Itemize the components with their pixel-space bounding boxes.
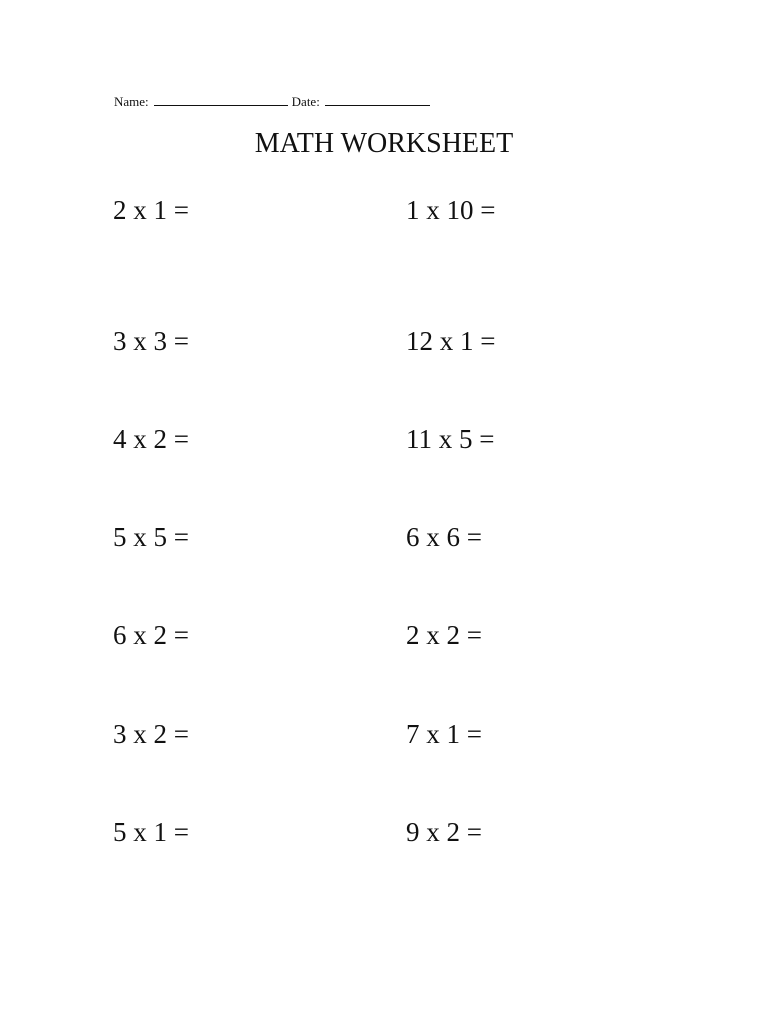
problem-right-3: 11 x 5 = [406,424,495,454]
name-blank-field[interactable] [154,93,288,106]
date-blank-field[interactable] [325,93,430,106]
problem-left-1: 2 x 1 = [113,195,189,225]
name-label: Name: [114,94,149,109]
problem-left-4: 5 x 5 = [113,522,189,552]
date-label: Date: [291,94,320,109]
problem-right-2: 12 x 1 = [406,326,496,356]
problem-left-7: 5 x 1 = [113,817,189,847]
problem-right-1: 1 x 10 = [406,195,496,225]
worksheet-title: MATH WORKSHEET [254,128,514,159]
name-date-line [114,93,434,110]
problem-left-3: 4 x 2 = [113,424,189,454]
problem-right-4: 6 x 6 = [406,522,482,552]
problem-right-7: 9 x 2 = [406,817,482,847]
problem-right-6: 7 x 1 = [406,719,482,749]
problem-left-5: 6 x 2 = [113,620,189,650]
problem-left-6: 3 x 2 = [113,719,189,749]
problem-left-2: 3 x 3 = [113,326,189,356]
problem-right-5: 2 x 2 = [406,620,482,650]
